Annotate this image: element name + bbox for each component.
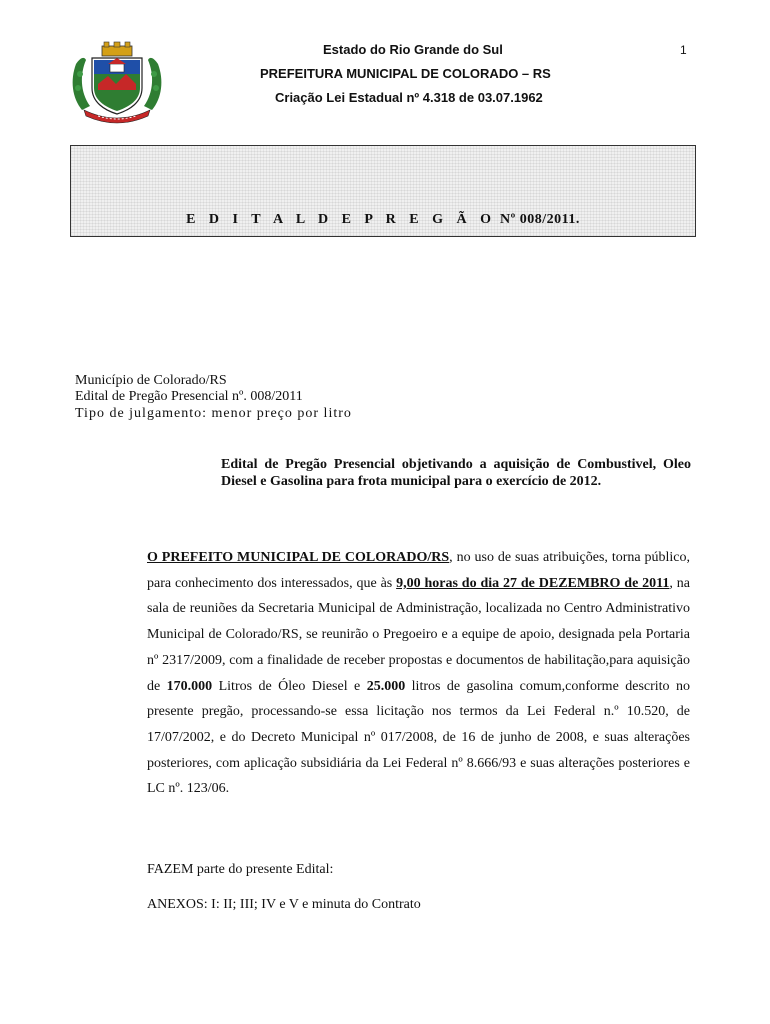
- session-datetime: 9,00 horas do dia 27 de DEZEMBRO de 2011: [396, 575, 670, 591]
- coat-of-arms-icon: [68, 40, 166, 124]
- mayor-title: O PREFEITO MUNICIPAL DE COLORADO/RS: [147, 550, 450, 565]
- paragraph-text-a: , no uso de suas atribuições, torna público, para conhecimento dos interessados, que às: [147, 550, 691, 591]
- diesel-quantity: 170.000: [166, 678, 213, 694]
- edital-title-box: [70, 145, 696, 237]
- paragraph-text-b: , na sala de reuniões da Secretaria Municipal de Administração, localizada no Centro Administrativo Municipal de Colorado/RS, se reunirão o Pregoeiro e a equipe de apoio, designada pela Portaria nº 2317/2009, com a finalidade de receber propostas e documentos de habilitação,para aquisição de: [147, 575, 690, 694]
- edital-number-line: Edital de Pregão Presencial nº. 008/2011: [75, 389, 303, 404]
- paragraph-text-d: litros de gasolina comum,conforme descrito no presente pregão, processando-se essa licitação nos termos da Lei Federal n.º 10.520, de 17/07/2002, e do Decreto Municipal nº 017/2008, de 16 de junho de 2008, e suas alterações posteriores, com aplicação subsidiária da Lei Federal nº 8.666/93 e suas alterações posteriores e LC nº. 123/06.: [147, 678, 691, 797]
- edital-title-number: Nº 008/2011.: [500, 212, 580, 227]
- fazem-parte-line: FAZEM parte do presente Edital:: [147, 862, 334, 877]
- municipio-line: Município de Colorado/RS: [75, 373, 227, 388]
- edital-title: [71, 212, 695, 228]
- gasoline-quantity: 25.000: [366, 678, 406, 694]
- state-name: Estado do Rio Grande do Sul: [323, 42, 503, 57]
- judgment-type-line: Tipo de julgamento: menor preço por litro: [75, 406, 352, 421]
- anexos-line: ANEXOS: I: II; III; IV e V e minuta do Contrato: [147, 897, 421, 912]
- main-paragraph: [147, 545, 690, 802]
- page-number: 1: [680, 43, 687, 57]
- edital-title-prefix: E D I T A L D E P R E G Ã O: [186, 212, 497, 227]
- objective-summary: Edital de Pregão Presencial objetivando a aquisição de Combustivel, Oleo Diesel e Gasolina para frota municipal para o exercício de 2012.: [221, 457, 691, 489]
- creation-law: Criação Lei Estadual nº 4.318 de 03.07.1962: [275, 90, 543, 105]
- prefeitura-name: PREFEITURA MUNICIPAL DE COLORADO – RS: [260, 66, 551, 81]
- paragraph-text-c: Litros de Óleo Diesel e: [212, 678, 367, 694]
